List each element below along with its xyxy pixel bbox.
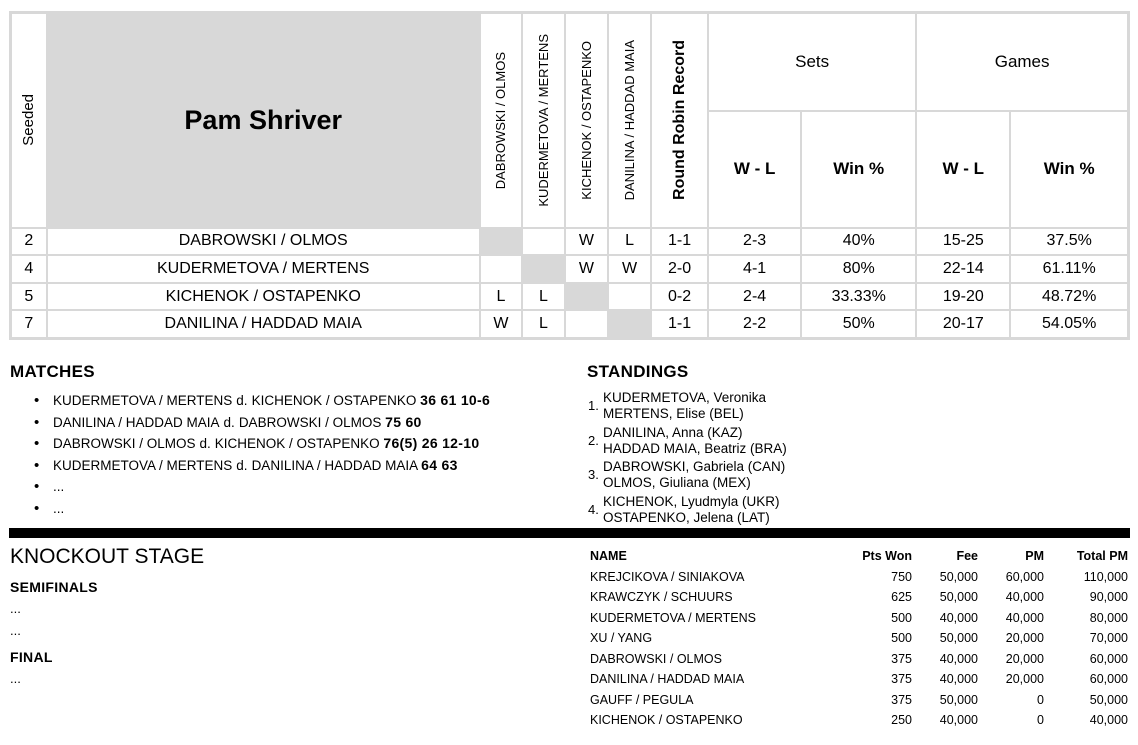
record-cell: 2-0 [651,255,708,283]
prize-pm-cell: 40,000 [1005,610,1044,625]
standings-list [588,389,787,527]
sets-winpct-cell: 80% [801,255,916,283]
match-winner: KUDERMETOVA / MERTENS [53,393,233,408]
seed-cell: 7 [11,310,47,338]
section-divider [9,528,1130,538]
team-column-header: KICHENOK / OSTAPENKO [565,13,608,228]
pm-column-header: PM [1025,549,1044,564]
sets-winpct-cell: 33.33% [801,283,916,311]
table-row [11,310,1129,338]
round-robin-table [9,11,1130,340]
prize-row [587,669,1128,690]
prize-pm-cell: 20,000 [1005,631,1044,646]
blank-cell [608,310,651,338]
match-winner: DANILINA / HADDAD MAIA [53,414,220,430]
standing-player: OLMOS, Giuliana (MEX) [603,475,751,491]
match-loser: KICHENOK / OSTAPENKO [214,436,380,451]
prize-row [587,690,1128,711]
standing-player: HADDAD MAIA, Beatriz (BRA) [603,440,787,456]
prize-fee-cell: 50,000 [939,692,978,707]
prize-total-cell: 60,000 [1089,672,1128,687]
seed-cell: 5 [11,283,47,311]
standing-player: KUDERMETOVA, Veronika [603,390,767,406]
match-score: 75 60 [385,413,422,430]
standing-player: DANILINA, Anna (KAZ) [603,424,743,440]
semifinals-heading: SEMIFINALS [10,579,98,595]
games-winpct-cell: 61.11% [1010,255,1128,283]
match-item [34,476,594,498]
final-item: ... [10,671,21,686]
games-wl-header: W - L [916,111,1010,228]
blank-cell [565,283,608,311]
prize-fee-cell: 50,000 [939,590,978,605]
result-cell: L [522,310,565,338]
team-cell: DANILINA / HADDAD MAIA [47,310,480,338]
prize-fee-cell: 50,000 [939,631,978,646]
standing-rank: 4. [588,501,599,517]
prize-row [587,628,1128,649]
team-cell: KUDERMETOVA / MERTENS [47,255,480,283]
total-column-header: Total PM [1076,549,1128,564]
prize-name-cell: KUDERMETOVA / MERTENS [590,610,757,625]
knockout-title: KNOCKOUT STAGE [10,545,205,568]
prize-fee-cell: 40,000 [939,651,978,666]
prize-points-cell: 250 [891,713,912,728]
standing-rank: 1. [588,398,599,414]
matches-heading: MATCHES [10,362,95,381]
name-column-header: NAME [590,549,627,564]
fee-column-header: Fee [956,549,978,564]
team-column-header: KUDERMETOVA / MERTENS [522,13,565,228]
match-winner: ... [53,500,65,516]
prize-fee-cell: 40,000 [939,672,978,687]
semifinal-item: ... [10,623,21,638]
standing-player: MERTENS, Elise (BEL) [603,406,744,422]
points-column-header: Pts Won [862,549,912,564]
prize-points-cell: 750 [891,569,912,584]
prize-pm-cell: 0 [1037,692,1044,707]
semifinal-item: ... [10,601,21,616]
match-loser: DABROWSKI / OLMOS [238,414,382,430]
standing-player: KICHENOK, Lyudmyla (UKR) [603,493,780,509]
seed-cell: 4 [11,255,47,283]
games-winpct-cell: 37.5% [1010,228,1128,256]
sets-wl-header: W - L [708,111,801,228]
prize-fee-cell: 40,000 [939,713,978,728]
match-loser: KICHENOK / OSTAPENKO [251,393,417,408]
prize-total-cell: 40,000 [1089,713,1128,728]
record-cell: 1-1 [651,310,708,338]
standing-rank: 3. [588,467,599,483]
prize-name-cell: XU / YANG [590,631,653,646]
sets-wl-cell: 2-4 [708,283,801,311]
match-separator: d. [236,457,248,473]
result-cell: L [608,228,651,256]
result-cell [608,283,651,311]
match-item [34,412,594,434]
standing-player: OSTAPENKO, Jelena (LAT) [603,509,770,525]
group-title: Pam Shriver [47,13,480,228]
prize-total-cell: 50,000 [1089,692,1128,707]
standing-item [588,389,787,424]
blank-cell [480,228,522,256]
table-row [11,228,1129,256]
standing-rank: 2. [588,432,599,448]
result-cell: W [608,255,651,283]
prize-total-cell: 60,000 [1089,651,1128,666]
prize-pm-cell: 40,000 [1005,590,1044,605]
games-winpct-cell: 54.05% [1010,310,1128,338]
prize-name-cell: DABROWSKI / OLMOS [590,651,722,666]
prize-name-cell: KICHENOK / OSTAPENKO [590,713,743,728]
result-cell: W [565,228,608,256]
result-cell: W [480,310,522,338]
prize-money-table [587,546,1128,731]
team-column-header: DANILINA / HADDAD MAIA [608,13,651,228]
team-cell: DABROWSKI / OLMOS [47,228,480,256]
match-score: 76(5) 26 12-10 [383,435,480,451]
result-cell: L [480,283,522,311]
games-wl-cell: 19-20 [916,283,1010,311]
table-row [11,255,1129,283]
prize-name-cell: KREJCIKOVA / SINIAKOVA [590,569,745,584]
prize-points-cell: 375 [891,692,912,707]
team-cell: KICHENOK / OSTAPENKO [47,283,480,311]
final-heading: FINAL [10,649,53,665]
games-winpct-cell: 48.72% [1010,283,1128,311]
sets-wl-cell: 2-3 [708,228,801,256]
seeded-header: Seeded [11,13,47,228]
prize-header-row [587,546,1128,567]
prize-pm-cell: 0 [1037,713,1044,728]
prize-fee-cell: 40,000 [939,610,978,625]
record-cell: 1-1 [651,228,708,256]
standings-heading: STANDINGS [587,362,689,381]
prize-row [587,587,1128,608]
sets-winpct-cell: 40% [801,228,916,256]
prize-name-cell: KRAWCZYK / SCHUURS [590,590,733,605]
result-cell: W [565,255,608,283]
result-cell [522,228,565,256]
prize-name-cell: GAUFF / PEGULA [590,692,694,707]
sets-wl-cell: 4-1 [708,255,801,283]
prize-points-cell: 625 [891,590,912,605]
round-robin-record-header: Round Robin Record [651,13,708,228]
prize-row [587,567,1128,588]
match-score: 64 63 [421,456,458,473]
games-header: Games [916,13,1128,111]
standing-item [588,493,787,528]
standing-player: DABROWSKI, Gabriela (CAN) [603,459,786,475]
prize-points-cell: 375 [891,672,912,687]
prize-pm-cell: 60,000 [1005,569,1044,584]
prize-total-cell: 90,000 [1089,590,1128,605]
result-cell: L [522,283,565,311]
sets-winpct-header: Win % [801,111,916,228]
table-row [11,283,1129,311]
match-separator: d. [223,414,235,430]
prize-total-cell: 110,000 [1083,569,1128,584]
standing-item [588,458,787,493]
prize-points-cell: 500 [891,631,912,646]
seed-cell: 2 [11,228,47,256]
team-column-header: DABROWSKI / OLMOS [480,13,522,228]
prize-pm-cell: 20,000 [1005,651,1044,666]
matches-list [34,390,594,519]
result-cell [565,310,608,338]
match-winner: DABROWSKI / OLMOS [53,436,196,451]
match-item [34,455,594,477]
prize-pm-cell: 20,000 [1005,672,1044,687]
prize-total-cell: 80,000 [1089,610,1128,625]
prize-row [587,649,1128,670]
prize-total-cell: 70,000 [1089,631,1128,646]
games-wl-cell: 22-14 [916,255,1010,283]
prize-points-cell: 500 [891,610,912,625]
sets-header: Sets [708,13,916,111]
prize-points-cell: 375 [891,651,912,666]
prize-row [587,608,1128,629]
match-item [34,390,594,412]
match-score: 36 61 10-6 [420,392,491,408]
games-wl-cell: 15-25 [916,228,1010,256]
sets-wl-cell: 2-2 [708,310,801,338]
match-item [34,433,594,455]
match-winner: KUDERMETOVA / MERTENS [53,457,233,473]
record-cell: 0-2 [651,283,708,311]
match-loser: DANILINA / HADDAD MAIA [251,457,418,473]
prize-fee-cell: 50,000 [939,569,978,584]
sets-winpct-cell: 50% [801,310,916,338]
standing-item [588,424,787,459]
games-winpct-header: Win % [1010,111,1128,228]
match-separator: d. [236,393,248,408]
result-cell [480,255,522,283]
prize-name-cell: DANILINA / HADDAD MAIA [590,672,745,687]
match-separator: d. [199,436,211,451]
games-wl-cell: 20-17 [916,310,1010,338]
match-winner: ... [53,479,65,494]
blank-cell [522,255,565,283]
prize-row [587,710,1128,731]
match-item [34,498,594,520]
